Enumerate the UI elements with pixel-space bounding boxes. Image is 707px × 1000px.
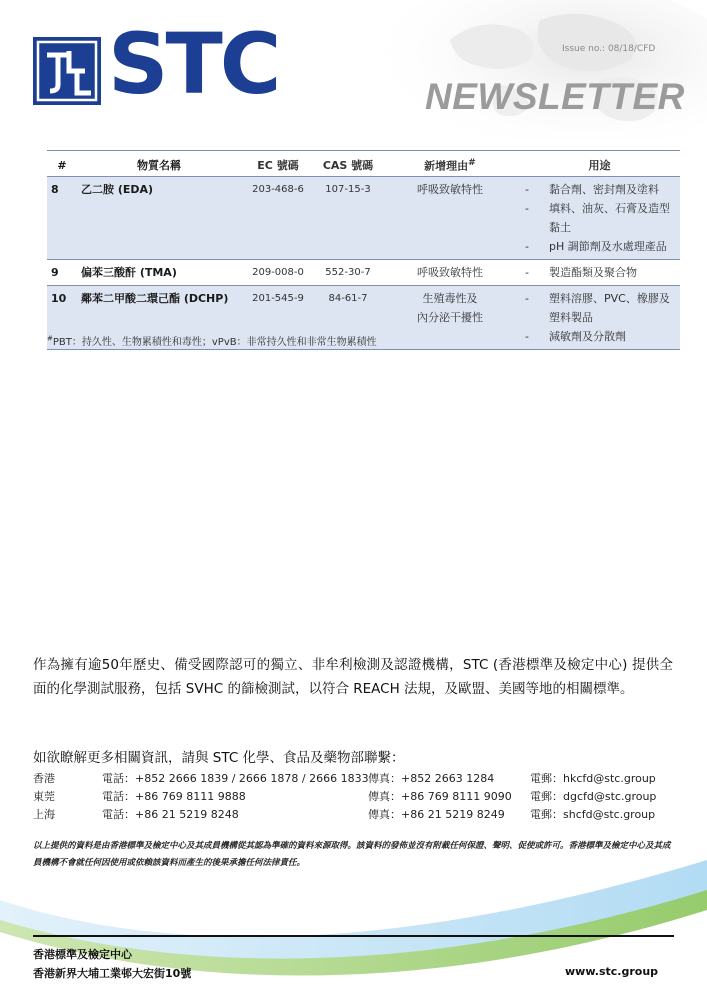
- office-city: 上海: [33, 808, 55, 821]
- cell-number: 8: [47, 176, 77, 259]
- cell-cas-number: 107-15-3: [315, 176, 381, 259]
- use-text: 製造酯類及聚合物: [549, 265, 637, 279]
- table-footnote: [47, 333, 377, 348]
- office-tel: 電話：+86 21 5219 8248: [102, 808, 239, 821]
- use-item: [523, 308, 676, 327]
- office-email[interactable]: 電郵：shcfd@stc.group: [530, 808, 656, 821]
- svhc-table: [47, 152, 680, 350]
- table-row: [47, 259, 680, 285]
- issue-number: Issue no.: 08/18/CFD: [562, 44, 656, 54]
- world-map-graphic: [300, 0, 707, 140]
- cell-reason: [381, 259, 519, 285]
- header-reason-marker: #: [468, 157, 476, 168]
- reason-line: 生殖毒性及: [422, 291, 478, 305]
- office-tel: 電話：+86 769 8111 9888: [102, 790, 246, 803]
- disclaimer: 以上提供的資料是由香港標準及檢定中心及其成員機構從其認為準確的資料來源取得。該資料的發佈並沒有附載任何保證、聲明、促使或許可。香港標準及檢定中心及其成員機構不會就任何因使用或依賴該資料而產生的後果承擔任何法律責任。: [33, 841, 671, 868]
- footer-org: 香港標準及檢定中心: [33, 948, 132, 961]
- use-bullet: -: [525, 239, 529, 253]
- use-bullet: -: [525, 201, 529, 215]
- intro-paragraph: 作為擁有逾50年歷史、備受國際認可的獨立、非牟利檢測及認證機構，STC (香港標準及檢定中心) 提供全面的化學測試服務，包括 SVHC 的篩檢測試，以符合 REACH 法規，及歐盟、美國等地的相關標準。: [33, 657, 673, 697]
- use-text: 塑料製品: [549, 310, 593, 324]
- cell-uses: [519, 176, 680, 259]
- use-text: 塑料溶膠、PVC、橡膠及: [549, 291, 670, 305]
- footnote-text: PBT：持久性、生物累積性和毒性；vPvB：非常持久性和非常生物累積性: [52, 337, 377, 348]
- newsletter-title: NEWSLETTER: [425, 76, 685, 117]
- header-number: #: [47, 152, 77, 176]
- table-header-row: [47, 152, 680, 176]
- use-item: [523, 237, 676, 256]
- office-fax: 傳真：+86 21 5219 8249: [368, 808, 505, 821]
- use-item: [523, 327, 676, 346]
- table-top-rule: [47, 150, 680, 151]
- table-row: [47, 176, 680, 259]
- footer-address: 香港新界大埔工業邨大宏街10號: [33, 967, 192, 980]
- office-tel: 電話：+852 2666 1839 / 2666 1878 / 2666 1833: [102, 772, 369, 785]
- use-item: [523, 289, 676, 308]
- use-item: [523, 180, 676, 199]
- cell-number: 10: [47, 285, 77, 349]
- footnote-marker: #: [47, 334, 53, 343]
- cell-uses: [519, 285, 680, 349]
- use-item: [523, 263, 676, 282]
- use-text: pH 調節劑及水處理產品: [549, 239, 667, 253]
- use-text: 黏合劑、密封劑及塗料: [549, 182, 659, 196]
- reason-line: 呼吸致敏特性: [417, 265, 483, 279]
- use-bullet: -: [525, 291, 529, 305]
- contact-heading: 如欲瞭解更多相關資訊，請與 STC 化學、食品及藥物部聯繫：: [33, 750, 405, 766]
- footer-rule: [33, 935, 674, 937]
- cell-substance-name: 鄰苯二甲酸二環己酯 (DCHP): [77, 285, 241, 349]
- website-link[interactable]: www.stc.group: [565, 965, 659, 978]
- header-ec-number: EC 號碼: [241, 152, 315, 176]
- use-bullet: [523, 308, 549, 327]
- use-bullet: -: [525, 329, 529, 343]
- use-item: [523, 199, 676, 218]
- header-uses: 用途: [519, 152, 680, 176]
- cell-cas-number: 552-30-7: [315, 259, 381, 285]
- cell-ec-number: 209-008-0: [241, 259, 315, 285]
- cell-ec-number: 201-545-9: [241, 285, 315, 349]
- cell-ec-number: 203-468-6: [241, 176, 315, 259]
- use-item: [523, 218, 676, 237]
- office-email[interactable]: 電郵：hkcfd@stc.group: [530, 772, 656, 785]
- stc-logo-text: STC: [108, 15, 279, 113]
- use-bullet: -: [525, 265, 529, 279]
- use-bullet: [523, 218, 549, 237]
- reason-line: 內分泌干擾性: [417, 310, 483, 324]
- header-cas-number: CAS 號碼: [315, 152, 381, 176]
- reason-line: 呼吸致敏特性: [417, 182, 483, 196]
- cell-number: 9: [47, 259, 77, 285]
- use-text: 黏土: [549, 220, 571, 234]
- use-bullet: -: [525, 182, 529, 196]
- office-fax: 傳真：+86 769 8111 9090: [368, 790, 512, 803]
- header-reason: [381, 152, 519, 176]
- cell-reason: [381, 285, 519, 349]
- header-substance-name: 物質名稱: [77, 152, 241, 176]
- office-email[interactable]: 電郵：dgcfd@stc.group: [530, 790, 657, 803]
- stc-logo-icon: [33, 37, 101, 105]
- cell-cas-number: 84-61-7: [315, 285, 381, 349]
- header-reason-label: 新增理由: [424, 159, 469, 173]
- office-city: 香港: [33, 772, 55, 785]
- cell-substance-name: 乙二胺 (EDA): [77, 176, 241, 259]
- office-city: 東莞: [33, 790, 55, 803]
- use-text: 填料、油灰、石膏及造型: [549, 201, 670, 215]
- cell-substance-name: 偏苯三酸酐 (TMA): [77, 259, 241, 285]
- cell-uses: [519, 259, 680, 285]
- office-fax: 傳真：+852 2663 1284: [368, 772, 495, 785]
- use-text: 減敏劑及分散劑: [549, 329, 626, 343]
- cell-reason: [381, 176, 519, 259]
